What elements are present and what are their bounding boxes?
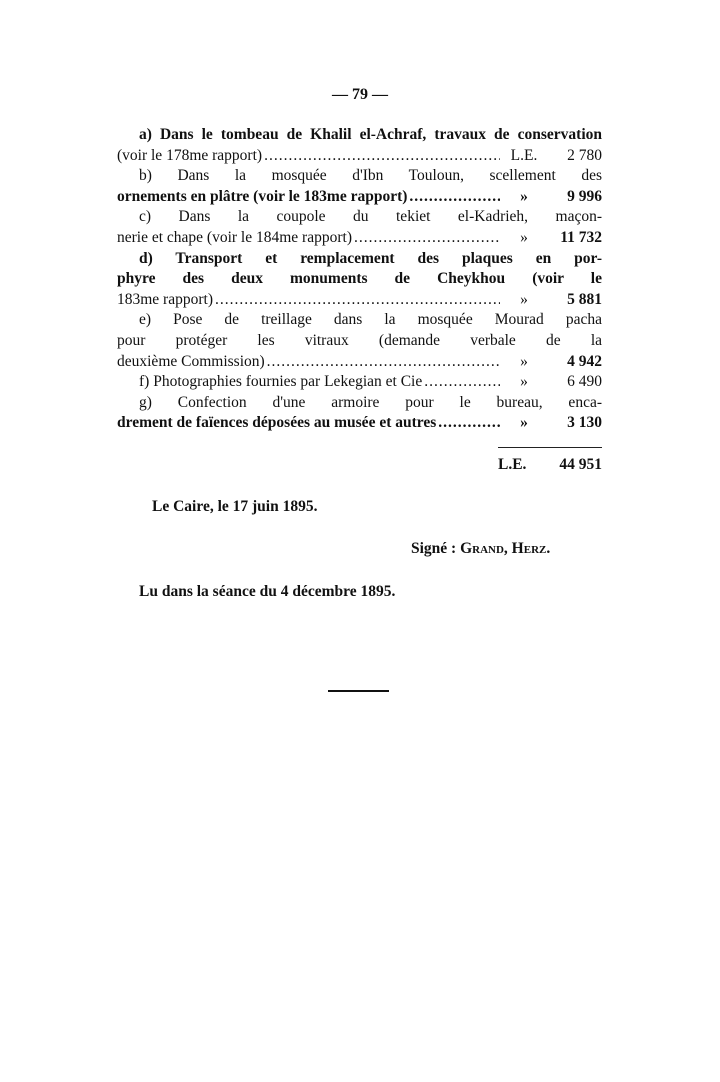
amount-value: 3 130 (567, 414, 602, 432)
ditto-mark: » (520, 373, 528, 391)
signature-line (411, 540, 550, 558)
session-note: Lu dans la séance du 4 décembre 1895. (139, 583, 396, 600)
expense-list (117, 125, 602, 434)
total-row (498, 456, 602, 474)
expense-entry-e (117, 310, 602, 372)
entry-first-line: e) Pose de treillage dans la mosquée Mourad pacha (139, 311, 602, 329)
dot-leader (438, 413, 500, 434)
amount-value: 2 780 (567, 146, 602, 164)
entry-middle-line: pour protéger les vitraux (demande verbale de la (117, 331, 602, 349)
signature-names: Grand, Herz. (460, 540, 551, 557)
dot-leader (409, 187, 500, 208)
expense-entry-f (117, 372, 602, 393)
dot-leader (424, 372, 500, 393)
ditto-mark: » (520, 290, 528, 308)
entry-first-line: d) Transport et remplacement des plaques en por- (139, 249, 602, 267)
entry-last-line: drement de faïences déposées au musée et autres ..... » 3 130 (117, 413, 602, 434)
place-date: Le Caire, le 17 juin 1895. (152, 498, 318, 515)
entry-last-line: f) Photographies fournies par Lekegian et Cie ..... » 6 490 (117, 372, 602, 393)
expense-entry-d (117, 249, 602, 311)
amount-value: 6 490 (567, 373, 602, 391)
ditto-mark: » (520, 414, 528, 432)
expense-entry-g (117, 393, 602, 434)
amount-value: 11 732 (560, 228, 602, 246)
expense-entry-c (117, 207, 602, 248)
expense-entry-a (117, 125, 602, 166)
dot-leader (264, 146, 500, 167)
amount-value: 5 881 (567, 290, 602, 308)
entry-last-line: nerie et chape (voir le 184me rapport) ..... » 11 732 (117, 228, 602, 249)
signature-label: Signé : (411, 540, 457, 557)
page-number: — 79 — (332, 86, 388, 103)
total-currency: L.E. (498, 456, 527, 473)
total-amount: 44 951 (559, 456, 602, 473)
dot-leader (215, 290, 500, 311)
end-rule (328, 690, 389, 692)
total-rule (498, 447, 602, 448)
entry-middle-line: phyre des deux monuments de Cheykhou (voir le (117, 270, 602, 288)
entry-last-line: ornements en plâtre (voir le 183me rapport) ..... » 9 996 (117, 187, 602, 208)
amount-value: 4 942 (567, 352, 602, 370)
dot-leader (354, 228, 500, 249)
entry-last-line: deuxième Commission) ..... » 4 942 (117, 352, 602, 373)
ditto-mark: » (520, 228, 528, 246)
dot-leader (267, 352, 500, 373)
expense-entry-b (117, 166, 602, 207)
entry-last-line: 183me rapport) ..... » 5 881 (117, 290, 602, 311)
entry-first-line: g) Confection d'une armoire pour le bureau, enca- (139, 393, 602, 411)
entry-first-line: c) Dans la coupole du tekiet el-Kadrieh, maçon- (139, 208, 602, 226)
entry-first-line: a) Dans le tombeau de Khalil el-Achraf, travaux de conservation (139, 126, 602, 143)
entry-first-line: b) Dans la mosquée d'Ibn Touloun, scellement des (139, 167, 602, 185)
currency-label: L.E. (510, 146, 538, 164)
ditto-mark: » (520, 352, 528, 370)
ditto-mark: » (520, 187, 528, 205)
amount-value: 9 996 (567, 187, 602, 205)
entry-last-line: (voir le 178me rapport) ..... L.E. 2 780 (117, 146, 602, 167)
